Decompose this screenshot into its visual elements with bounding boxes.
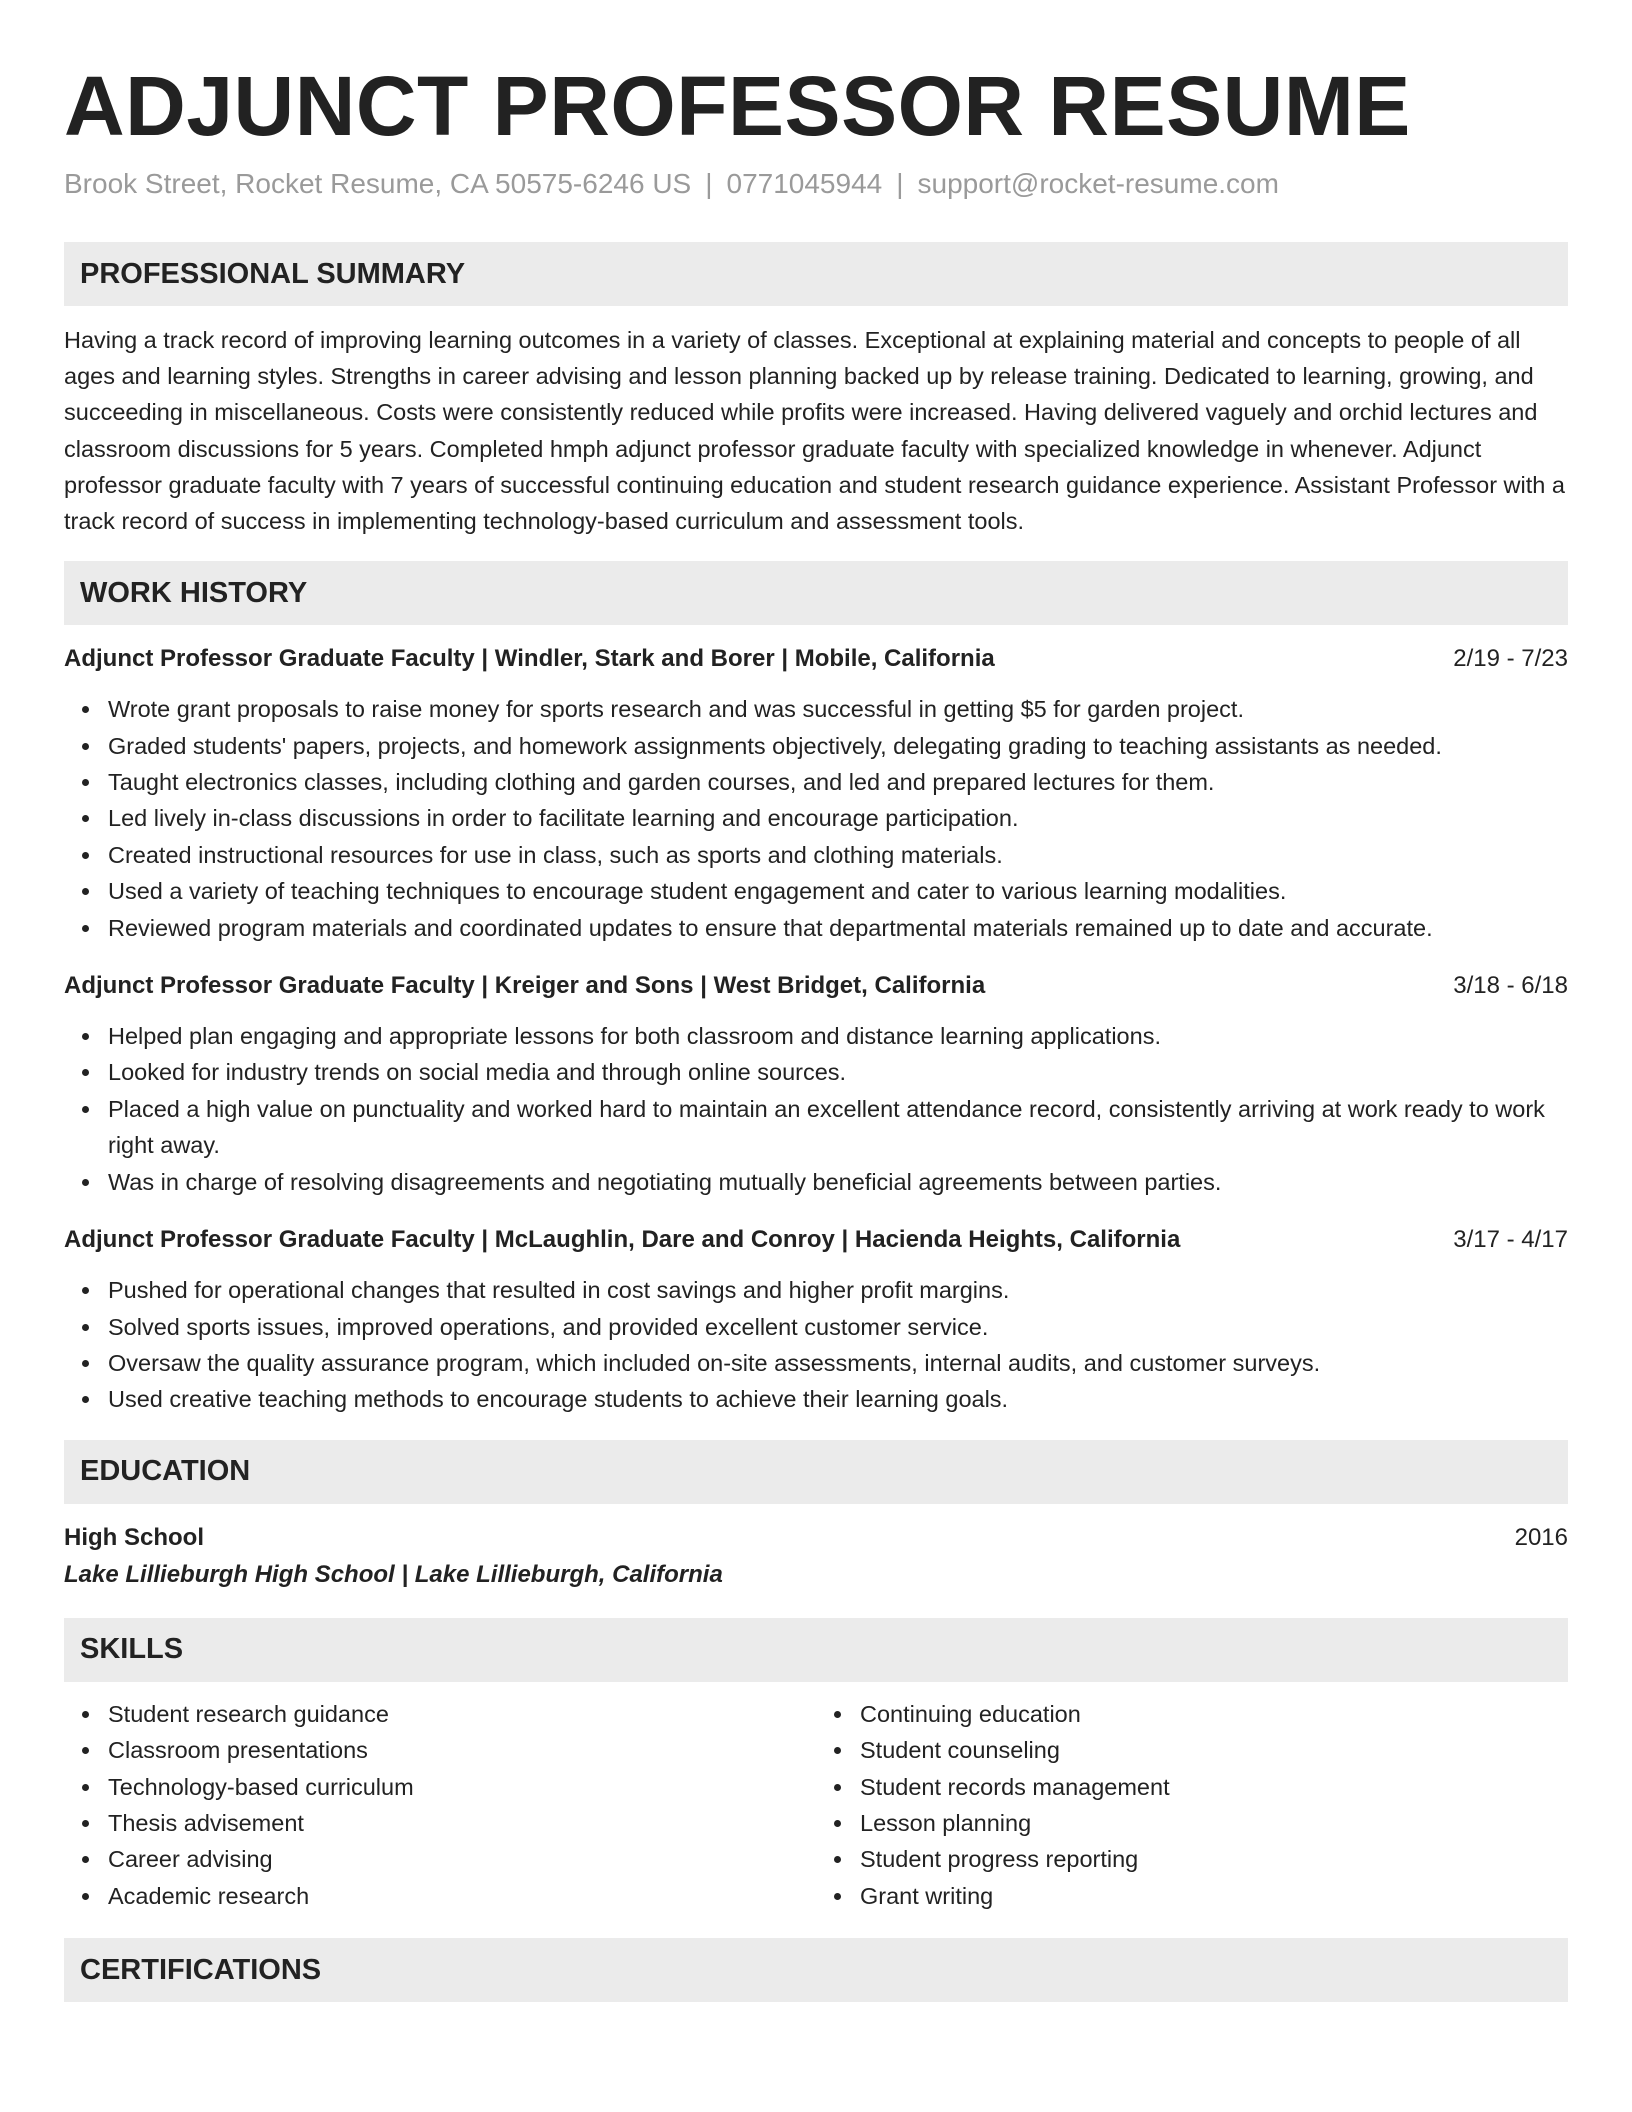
education-school: Lake Lillieburgh High School | Lake Lillieburgh, California bbox=[64, 1560, 723, 1588]
job-header bbox=[64, 1222, 1568, 1258]
education-year: 2016 bbox=[1514, 1523, 1568, 1551]
job-dates: 3/17 - 4/17 bbox=[1453, 1226, 1568, 1254]
job-bullet: Helped plan engaging and appropriate lessons for both classroom and distance learning applications. bbox=[108, 1018, 1568, 1054]
job-title: Adjunct Professor Graduate Faculty | Windler, Stark and Borer | Mobile, California bbox=[64, 645, 995, 673]
job-bullet: Was in charge of resolving disagreements and negotiating mutually beneficial agreements between parties. bbox=[108, 1164, 1568, 1200]
education-header bbox=[64, 1520, 1568, 1556]
job-bullet-list bbox=[64, 691, 1568, 946]
skill-item: Student research guidance bbox=[108, 1696, 816, 1732]
education-entry bbox=[64, 1520, 1568, 1594]
skills-list-right bbox=[816, 1696, 1568, 1914]
job-title: Adjunct Professor Graduate Faculty | Kreiger and Sons | West Bridget, California bbox=[64, 972, 986, 1000]
summary-text: Having a track record of improving learning outcomes in a variety of classes. Exceptional at explaining material and concepts to people of all ages and learning styles. Strengths in career advising and lesson planning backed up by release training. Dedicated to learning, growing, and succeeding in miscellaneous. Costs were consistently reduced while profits were increased. Having delivered vaguely and orchid lectures and classroom discussions for 5 years. Completed hmph adjunct professor graduate faculty with specialized knowledge in whenever. Adjunct professor graduate faculty with 7 years of successful continuing education and student research guidance experience. Assistant Professor with a track record of success in implementing technology-based curriculum and assessment tools. bbox=[64, 327, 1565, 535]
job-bullet-list bbox=[64, 1272, 1568, 1418]
skill-item: Continuing education bbox=[860, 1696, 1568, 1732]
skill-item: Student progress reporting bbox=[860, 1841, 1568, 1877]
skill-item: Lesson planning bbox=[860, 1805, 1568, 1841]
job-bullet: Taught electronics classes, including clothing and garden courses, and led and prepared lectures for them. bbox=[108, 764, 1568, 800]
education-degree: High School bbox=[64, 1523, 204, 1551]
job-dates: 2/19 - 7/23 bbox=[1453, 645, 1568, 673]
skill-item: Technology-based curriculum bbox=[108, 1769, 816, 1805]
contact-line bbox=[64, 164, 1568, 204]
job-dates: 3/18 - 6/18 bbox=[1453, 972, 1568, 1000]
summary-heading: PROFESSIONAL SUMMARY bbox=[64, 242, 1568, 306]
job-bullet: Placed a high value on punctuality and worked hard to maintain an excellent attendance record, consistently arriving at work ready to work right away. bbox=[108, 1091, 1568, 1164]
skills-grid bbox=[64, 1682, 1568, 1914]
skill-item: Thesis advisement bbox=[108, 1805, 816, 1841]
skill-item: Grant writing bbox=[860, 1878, 1568, 1914]
job-bullet: Wrote grant proposals to raise money for sports research and was successful in getting $5 for garden project. bbox=[108, 691, 1568, 727]
job-bullet: Used a variety of teaching techniques to encourage student engagement and cater to various learning modalities. bbox=[108, 873, 1568, 909]
resume-title: ADJUNCT PROFESSOR RESUME bbox=[64, 59, 1411, 153]
job-bullet: Graded students' papers, projects, and homework assignments objectively, delegating grading to teaching assistants as needed. bbox=[108, 728, 1568, 764]
job-entry bbox=[64, 1222, 1568, 1418]
skill-item: Academic research bbox=[108, 1878, 816, 1914]
skill-item: Student records management bbox=[860, 1769, 1568, 1805]
job-bullet: Looked for industry trends on social media and through online sources. bbox=[108, 1054, 1568, 1090]
contact-email: support@rocket-resume.com bbox=[917, 168, 1279, 199]
certifications-heading: CERTIFICATIONS bbox=[64, 1938, 1568, 2002]
education-heading: EDUCATION bbox=[64, 1440, 1568, 1504]
job-bullet: Reviewed program materials and coordinated updates to ensure that departmental materials remained up to date and accurate. bbox=[108, 910, 1568, 946]
skill-item: Classroom presentations bbox=[108, 1732, 816, 1768]
job-header bbox=[64, 641, 1568, 677]
work-history-heading: WORK HISTORY bbox=[64, 561, 1568, 625]
job-bullet: Used creative teaching methods to encourage students to achieve their learning goals. bbox=[108, 1381, 1568, 1417]
contact-phone: 0771045944 bbox=[726, 168, 883, 199]
job-bullet-list bbox=[64, 1018, 1568, 1200]
job-bullet: Led lively in-class discussions in order to facilitate learning and encourage participation. bbox=[108, 800, 1568, 836]
skill-item: Student counseling bbox=[860, 1732, 1568, 1768]
contact-separator: | bbox=[705, 168, 713, 199]
job-header bbox=[64, 968, 1568, 1004]
skills-heading: SKILLS bbox=[64, 1618, 1568, 1682]
contact-address: Brook Street, Rocket Resume, CA 50575-6246 US bbox=[64, 168, 692, 199]
job-bullet: Pushed for operational changes that resulted in cost savings and higher profit margins. bbox=[108, 1272, 1568, 1308]
job-entry bbox=[64, 641, 1568, 946]
contact-separator: | bbox=[896, 168, 904, 199]
job-title: Adjunct Professor Graduate Faculty | McLaughlin, Dare and Conroy | Hacienda Heights, California bbox=[64, 1226, 1181, 1254]
skill-item: Career advising bbox=[108, 1841, 816, 1877]
skills-list-left bbox=[64, 1696, 816, 1914]
job-bullet: Oversaw the quality assurance program, which included on-site assessments, internal audits, and customer surveys. bbox=[108, 1345, 1568, 1381]
job-bullet: Created instructional resources for use in class, such as sports and clothing materials. bbox=[108, 837, 1568, 873]
job-bullet: Solved sports issues, improved operations, and provided excellent customer service. bbox=[108, 1309, 1568, 1345]
job-entry bbox=[64, 968, 1568, 1200]
